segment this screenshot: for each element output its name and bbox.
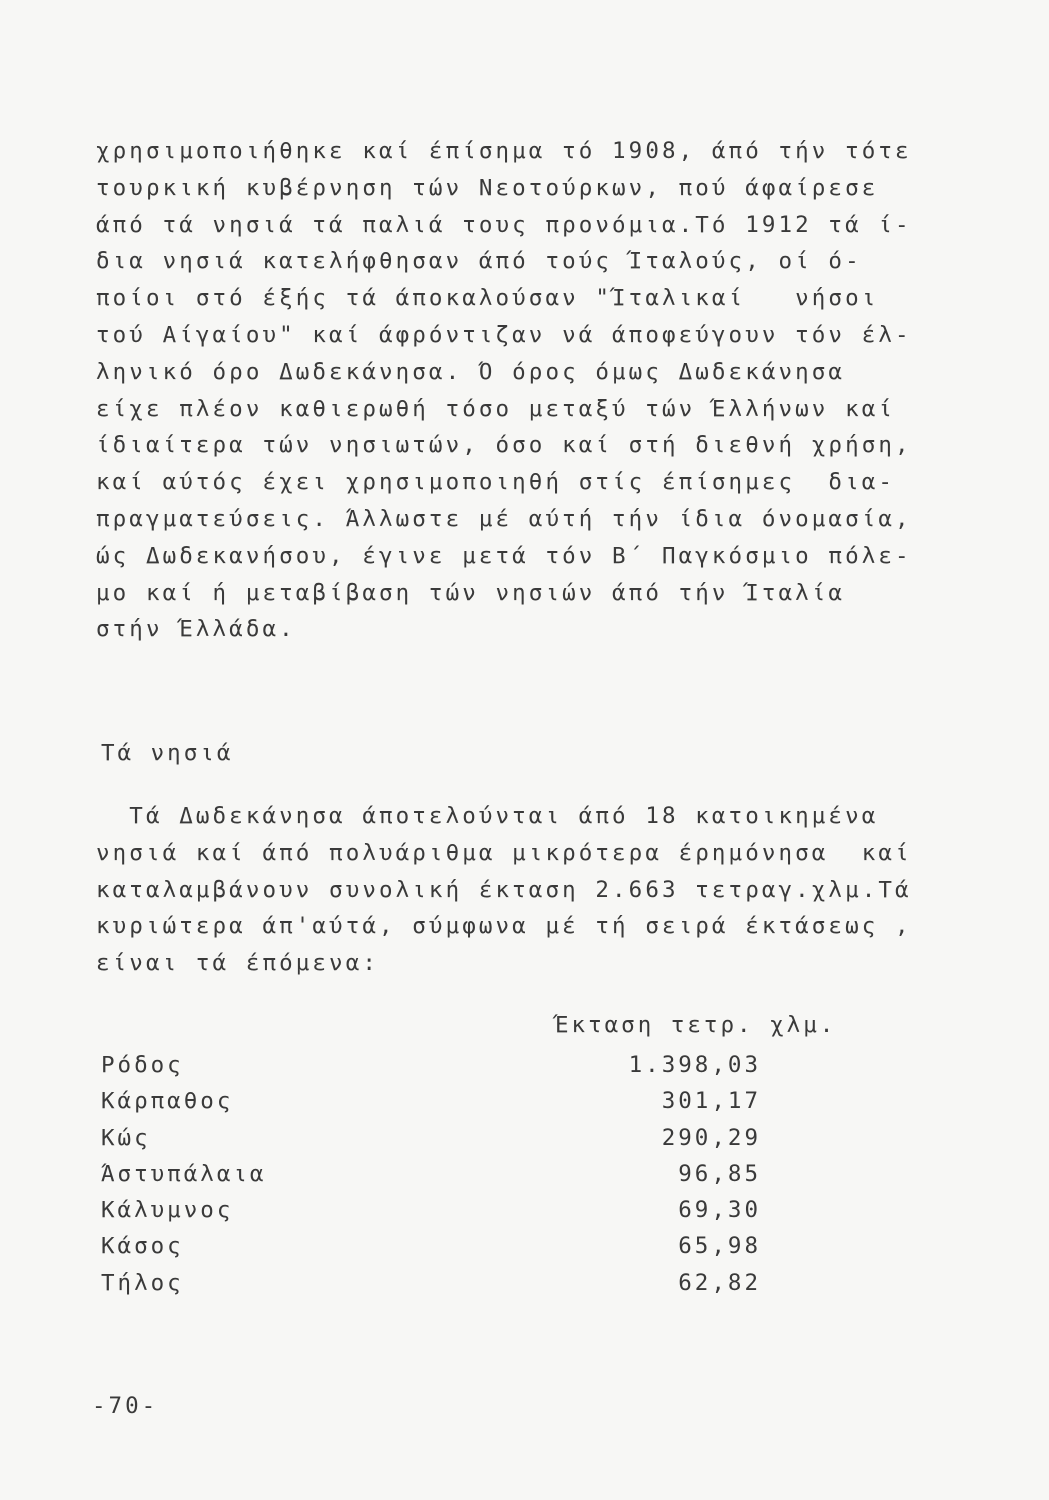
island-area: 301,17 bbox=[661, 1088, 761, 1115]
island-name: Κάλυμνος bbox=[101, 1197, 234, 1224]
island-name: Ρόδος bbox=[101, 1052, 184, 1078]
text-line: δια νησιά κατελήφθησαν άπό τούς Ίταλούς, οί ό- bbox=[96, 248, 862, 275]
text-line: νησιά καί άπό πολυάριθμα μικρότερα έρημόνησα καί bbox=[96, 839, 912, 866]
table-row bbox=[101, 1088, 761, 1124]
island-area: 69,30 bbox=[678, 1197, 761, 1224]
table-row bbox=[101, 1125, 761, 1161]
paragraph-islands bbox=[96, 798, 966, 982]
paragraph-history bbox=[96, 133, 966, 648]
island-area: 65,98 bbox=[678, 1233, 761, 1260]
text-line: τουρκική κυβέρνηση τών Νεοτούρκων, πού άφαίρεσε bbox=[96, 174, 879, 201]
text-line: ποίοι στό έξής τά άποκαλούσαν "Ίταλικαί νήσοι bbox=[96, 285, 879, 312]
text-line: Τά Δωδεκάνησα άποτελούνται άπό 18 κατοικημένα bbox=[96, 803, 879, 829]
island-area: 1.398,03 bbox=[628, 1052, 761, 1078]
table-column-header: Έκταση τετρ. χλμ. bbox=[555, 1012, 837, 1038]
section-heading: Τά νησιά bbox=[101, 740, 234, 766]
text-line: χρησιμοποιήθηκε καί έπίσημα τό 1908, άπό τήν τότε bbox=[96, 138, 912, 164]
island-area: 290,29 bbox=[661, 1124, 761, 1151]
text-line: είχε πλέον καθιερωθή τόσο μεταξύ τών Έλλήνων καί bbox=[96, 395, 896, 422]
table-row bbox=[101, 1161, 761, 1197]
text-line: πραγματεύσεις. Άλλωστε μέ αύτή τήν ίδια όνομασία, bbox=[96, 505, 912, 532]
text-line: ώς Δωδεκανήσου, έγινε μετά τόν Β΄ Παγκόσμιο πόλε- bbox=[96, 542, 912, 569]
island-name: Κάρπαθος bbox=[101, 1088, 234, 1115]
text-line: καταλαμβάνουν συνολική έκταση 2.663 τετραγ.χλμ.Τά bbox=[96, 876, 912, 903]
text-line: τού Αίγαίου" καί άφρόντιζαν νά άποφεύγουν τόν έλ- bbox=[96, 321, 912, 348]
table-row bbox=[101, 1270, 761, 1306]
text-line: κυριώτερα άπ'αύτά, σύμφωνα μέ τή σειρά έκτάσεως , bbox=[96, 913, 912, 940]
island-area: 62,82 bbox=[678, 1269, 761, 1296]
text-line: είναι τά έπόμενα: bbox=[96, 950, 379, 977]
text-line: καί αύτός έχει χρησιμοποιηθή στίς έπίσημες δια- bbox=[96, 469, 896, 496]
text-line: ληνικό όρο Δωδεκάνησα. Ό όρος όμως Δωδεκάνησα bbox=[96, 358, 846, 385]
island-name: Τήλος bbox=[101, 1269, 184, 1296]
text-line: στήν Έλλάδα. bbox=[96, 616, 296, 643]
page-number: -70- bbox=[92, 1393, 159, 1419]
island-name: Κάσος bbox=[101, 1233, 184, 1260]
text-line: μο καί ή μεταβίβαση τών νησιών άπό τήν Ίταλία bbox=[96, 579, 846, 606]
islands-area-table bbox=[101, 1052, 761, 1306]
island-name: Κώς bbox=[101, 1124, 151, 1151]
island-area: 96,85 bbox=[678, 1160, 761, 1187]
text-line: άπό τά νησιά τά παλιά τους προνόμια.Τό 1912 τά ί- bbox=[96, 211, 912, 238]
table-row bbox=[101, 1233, 761, 1269]
island-name: Άστυπάλαια bbox=[101, 1160, 267, 1187]
text-line: ίδιαίτερα τών νησιωτών, όσο καί στή διεθνή χρήση, bbox=[96, 432, 912, 459]
table-row bbox=[101, 1197, 761, 1233]
table-row bbox=[101, 1052, 761, 1088]
